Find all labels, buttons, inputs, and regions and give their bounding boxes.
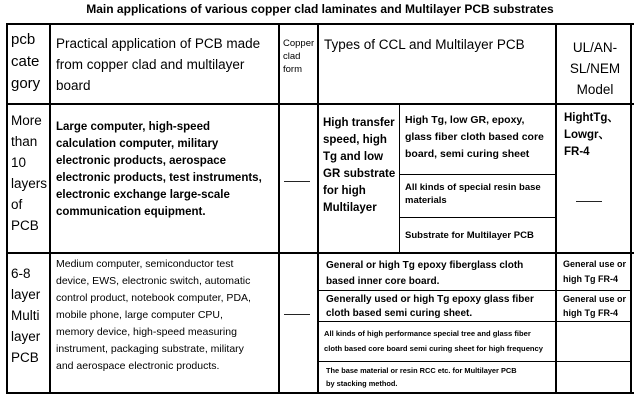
row2-type-3: All kinds of high performance special tree and glass fiber cloth based core board semi curing sheet for high frequency bbox=[324, 329, 543, 353]
row1-model-dash: —— bbox=[576, 193, 602, 208]
row2-sub-divider-2 bbox=[317, 321, 632, 322]
col-divider-3 bbox=[317, 23, 319, 394]
row-divider-header bbox=[6, 103, 634, 105]
border-bottom bbox=[6, 392, 634, 394]
row2-model-2: General use or high Tg FR-4 bbox=[563, 294, 627, 318]
row2-copper-clad-form: —— bbox=[284, 306, 310, 321]
row1-sub-divider-1 bbox=[399, 174, 555, 175]
border-left bbox=[6, 23, 8, 394]
row2-application: Medium computer, semiconductor test device, EWS, electronic switch, automatic control product, notebook computer, PDA, mobile phone, large computer CPU, memory device, high-speed measuring instrument, packaging substrate, military and aerospace electronic products. bbox=[56, 258, 251, 372]
applications-table bbox=[6, 23, 634, 395]
row1-model: HightTg、 Lowgr、 FR-4 bbox=[564, 112, 619, 158]
row1-category: More than 10 layers of PCB bbox=[11, 113, 48, 233]
row2-type-2: Generally used or high Tg epoxy glass fiber cloth based semi curing sheet. bbox=[326, 294, 534, 319]
table-caption: Main applications of various copper clad laminates and Multilayer PCB substrates bbox=[86, 2, 554, 16]
row2-sub-divider-1 bbox=[317, 290, 632, 291]
row2-type-1: General or high Tg epoxy fiberglass cloth based inner core board. bbox=[326, 260, 524, 287]
row1-ccl-group: High transfer speed, high Tg and low GR substrate for high Multilayer bbox=[323, 117, 396, 214]
row1-type-2: All kinds of special resin base materials bbox=[405, 182, 541, 206]
row1-sub-divider-2 bbox=[399, 217, 555, 218]
col-divider-2 bbox=[278, 23, 280, 394]
row2-type-4: The base material or resin RCC etc. for Multilayer PCB by stacking method. bbox=[326, 366, 517, 388]
header-application: Practical application of PCB made from copper clad and multilayer board bbox=[56, 36, 261, 93]
border-top bbox=[6, 23, 634, 25]
header-copper-clad-form: Copper clad form bbox=[283, 38, 315, 75]
row-divider-row1 bbox=[6, 252, 634, 254]
col-divider-1 bbox=[49, 23, 51, 394]
header-types: Types of CCL and Multilayer PCB bbox=[324, 37, 525, 52]
header-category: pcb cate gory bbox=[11, 31, 41, 92]
row1-application: Large computer, high-speed calculation computer, military electronic products, aerospace electronic products, test instruments, electronic exchange large-scale communication equipment. bbox=[56, 121, 262, 218]
row2-category: 6-8 layer Multi layer PCB bbox=[11, 266, 41, 365]
header-model: UL/AN- SL/NEM Model bbox=[569, 40, 621, 97]
row1-copper-clad-form: —— bbox=[284, 173, 310, 188]
row2-sub-divider-3 bbox=[317, 361, 632, 362]
col-divider-ccl bbox=[399, 104, 400, 252]
row1-type-1: High Tg, low GR, epoxy, glass fiber cloth based core board, semi curing sheet bbox=[405, 114, 544, 160]
col-divider-4 bbox=[555, 23, 557, 394]
row2-model-1: General use or high Tg FR-4 bbox=[563, 259, 627, 284]
row1-type-3: Substrate for Multilayer PCB bbox=[405, 230, 534, 241]
